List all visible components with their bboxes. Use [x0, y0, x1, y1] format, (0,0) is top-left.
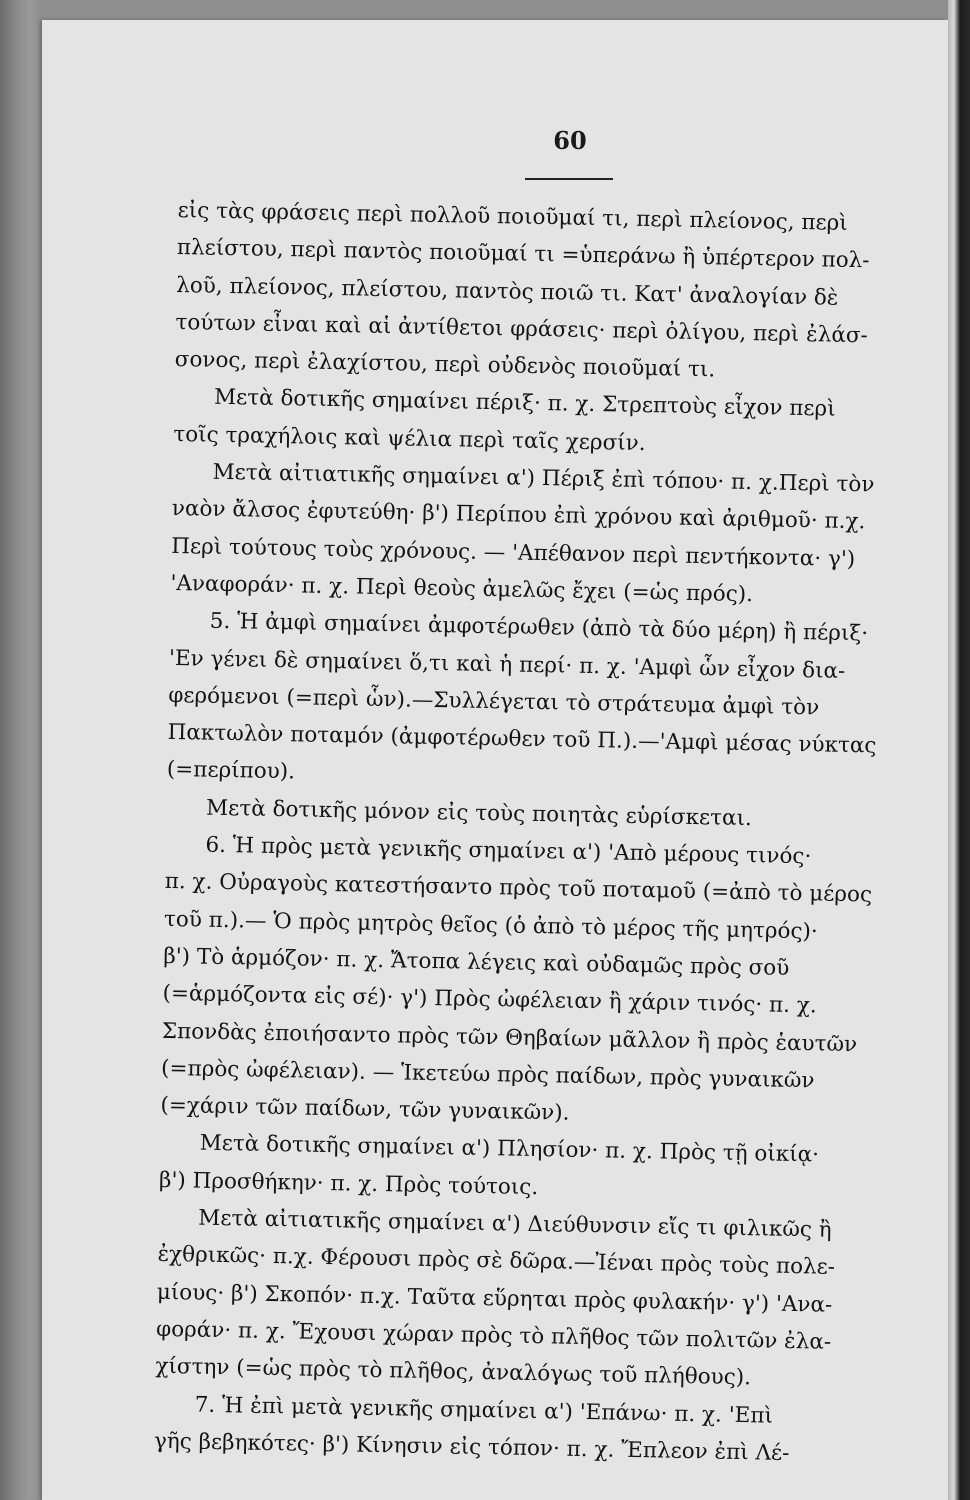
text-line: φερόμενοι (=περὶ ὧν).—Συλλέγεται τὸ στράτευμα ἀμφὶ τὸν — [168, 682, 820, 721]
text-line: β') Προσθήκην· π. χ. Πρὸς τούτοις. — [158, 1167, 539, 1200]
text-line: 5. Ἡ ἀμφὶ σημαίνει ἀμφοτέρωθεν (ἀπὸ τὰ δύο μέρη) ἢ πέριξ· — [209, 608, 869, 647]
text-line: ναὸν ἄλσος ἐφυτεύθη· β') Περίπου ἐπὶ χρόνου καὶ ἀριθμοῦ· π.χ. — [171, 496, 866, 535]
text-line: β') Τὸ ἁρμόζον· π. χ. Ἄτοπα λέγεις καὶ οὐδαμῶς πρὸς σοῦ — [163, 943, 790, 981]
text-line: π. χ. Οὐραγοὺς κατεστήσαντο πρὸς τοῦ ποταμοῦ (=ἀπὸ τὸ μέρος — [164, 869, 873, 908]
text-line: τοῦ π.).— Ὁ πρὸς μητρὸς θεῖος (ὁ ἀπὸ τὸ μέρος τῆς μητρός)· — [163, 906, 818, 945]
text-line: πλείστου, περὶ παντὸς ποιοῦμαί τι =ὑπεράνω ἢ ὑπέρτερον πολ- — [176, 235, 870, 274]
text-line: λοῦ, πλείονος, πλείστου, παντὸς ποιῶ τι. Κατ' ἀναλογίαν δὲ — [175, 272, 839, 311]
text-line: χίστην (=ὡς πρὸς τὸ πλῆθος, ἀναλόγως τοῦ πλήθους). — [155, 1353, 752, 1391]
text-line: 7. Ἡ ἐπὶ μετὰ γενικῆς σημαίνει α') 'Επάνω· π. χ. 'Επὶ — [194, 1392, 774, 1429]
text-line: 'Εν γένει δὲ σημαίνει ὅ,τι καὶ ἡ περί· π. χ. 'Αμφὶ ὧν εἶχον δια- — [168, 645, 846, 684]
page-body-text — [154, 192, 916, 1474]
text-line: Μετὰ δοτικῆς μόνον εἰς τοὺς ποιητὰς εὑρίσκεται. — [205, 795, 753, 831]
text-line: Μετὰ αἰτιατικῆς σημαίνει α') Διεύθυνσιν εἴς τι φιλικῶς ἢ — [198, 1205, 832, 1243]
text-line: Σπονδὰς ἐποιήσαντο πρὸς τῶν Θηβαίων μᾶλλον ἢ πρὸς ἑαυτῶν — [161, 1018, 858, 1057]
text-line: Περὶ τούτους τοὺς χρόνους. — 'Απέθανον περὶ πεντήκοντα· γ') — [170, 533, 856, 572]
text-line: μίους· β') Σκοπόν· π.χ. Ταῦτα εὕρηται πρὸς φυλακήν· γ') 'Ανα- — [156, 1279, 833, 1318]
text-line: (=περίπου). — [166, 757, 296, 785]
text-line: Μετὰ αἰτιατικῆς σημαίνει α') Πέριξ ἐπὶ τόπου· π. χ.Περὶ τὸν — [212, 459, 875, 498]
text-line: εἰς τὰς φράσεις περὶ πολλοῦ ποιοῦμαί τι, περὶ πλείονος, περὶ — [177, 197, 848, 236]
page-number: 60 — [553, 126, 587, 155]
text-line: 'Αναφοράν· π. χ. Περὶ θεοὺς ἀμελῶς ἔχει (=ὡς πρός). — [170, 570, 754, 608]
page-number-rule — [525, 178, 613, 180]
text-line: (=χάριν τῶν παίδων, τῶν γυναικῶν). — [160, 1092, 570, 1126]
text-line: (=ἁρμόζοντα εἰς σέ)· γ') Πρὸς ὠφέλειαν ἢ χάριν τινός· π. χ. — [162, 981, 817, 1019]
text-line: γῆς βεβηκότες· β') Κίνησιν εἰς τόπον· π. χ. Ἔπλεον ἐπὶ Λέ- — [153, 1428, 790, 1466]
scan-edge-strip — [948, 0, 970, 1500]
text-line: (=πρὸς ὠφέλειαν). — Ἱκετεύω πρὸς παίδων, πρὸς γυναικῶν — [160, 1055, 815, 1094]
text-line: Πακτωλὸν ποταμόν (ἀμφοτέρωθεν τοῦ Π.).—'Αμφὶ μέσας νύκτας — [167, 720, 877, 759]
text-line: ἐχθρικῶς· π.χ. Φέρουσι πρὸς σὲ δῶρα.—Ἰέναι πρὸς τοὺς πολε- — [157, 1242, 836, 1281]
text-line: φοράν· π. χ. Ἔχουσι χώραν πρὸς τὸ πλῆθος τῶν πολιτῶν ἐλα- — [155, 1316, 832, 1355]
text-line: Μετὰ δοτικῆς σημαίνει πέριξ· π. χ. Στρεπτοὺς εἶχον περὶ — [213, 385, 836, 423]
text-line: Μετὰ δοτικῆς σημαίνει α') Πλησίον· π. χ. Πρὸς τῇ οἰκίᾳ· — [199, 1131, 820, 1168]
text-line: σονος, περὶ ἐλαχίστου, περὶ οὐδενὸς ποιοῦμαί τι. — [174, 347, 716, 383]
text-line: 6. Ἡ πρὸς μετὰ γενικῆς σημαίνει α') 'Απὸ μέρους τινός· — [205, 832, 812, 870]
text-line: τοῖς τραχήλοις καὶ ψέλια περὶ ταῖς χερσίν. — [173, 421, 646, 456]
text-line: τούτων εἶναι καὶ αἱ ἀντίθετοι φράσεις· περὶ ὀλίγου, περὶ ἐλάσ- — [175, 309, 869, 349]
